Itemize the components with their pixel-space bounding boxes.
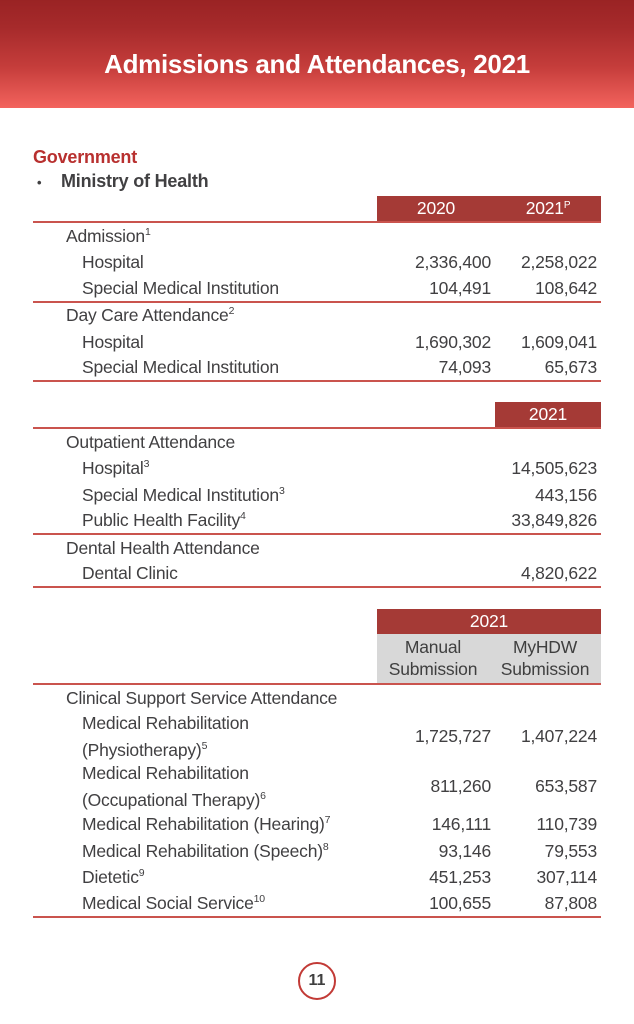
footnote-superscript: 3 bbox=[143, 458, 150, 471]
value-myhdw: 110,739 bbox=[536, 814, 597, 835]
value-myhdw: 87,808 bbox=[544, 892, 597, 913]
row-label: Medical Rehabilitation (Speech) bbox=[82, 840, 323, 861]
page-content bbox=[0, 146, 634, 1000]
table-row bbox=[33, 838, 601, 865]
value-manual: 811,260 bbox=[430, 776, 491, 796]
row-label: Hospital bbox=[82, 458, 144, 479]
value-2021: 1,609,041 bbox=[520, 331, 597, 352]
table-outpatient bbox=[33, 402, 601, 588]
value-manual: 100,655 bbox=[429, 892, 491, 913]
table-clinical-header bbox=[33, 609, 601, 685]
bullet-item bbox=[33, 168, 601, 196]
provisional-superscript: P bbox=[563, 200, 571, 211]
row-label: Public Health Facility bbox=[82, 510, 241, 531]
table-row bbox=[33, 535, 601, 562]
footnote-superscript: 4 bbox=[240, 510, 246, 523]
page-number: 11 bbox=[308, 971, 326, 989]
row-label-line2: (Physiotherapy) bbox=[82, 739, 202, 760]
column-header-2020: 2020 bbox=[416, 198, 456, 218]
header-spacer bbox=[33, 402, 495, 427]
table-row bbox=[33, 712, 601, 762]
table-row bbox=[33, 429, 601, 456]
row-label: Medical Rehabilitation (Hearing) bbox=[82, 814, 325, 835]
table-row bbox=[33, 509, 601, 536]
header-spacer bbox=[33, 196, 377, 221]
row-label: Clinical Support Service Attendance bbox=[66, 687, 338, 708]
row-label: Dietetic bbox=[82, 867, 139, 888]
footnote-superscript: 10 bbox=[253, 892, 265, 905]
table-row bbox=[33, 456, 601, 483]
header-spacer bbox=[33, 609, 377, 683]
row-label: Day Care Attendance bbox=[66, 305, 229, 326]
table-row bbox=[33, 223, 601, 250]
page-footer bbox=[33, 962, 601, 1000]
footnote-superscript: 6 bbox=[260, 789, 266, 802]
column-header-2021: 2021 bbox=[495, 402, 601, 427]
table-row bbox=[33, 865, 601, 892]
year-header-block bbox=[377, 196, 601, 221]
footnote-superscript: 9 bbox=[138, 867, 145, 880]
footnote-superscript: 1 bbox=[144, 225, 151, 238]
column-header-manual-submission: Manual Submission bbox=[388, 637, 478, 679]
row-label-line1: Medical Rehabilitation bbox=[82, 762, 249, 783]
value-myhdw: 79,553 bbox=[544, 840, 597, 861]
table-row bbox=[33, 482, 601, 509]
value-2021: 33,849,826 bbox=[511, 510, 597, 531]
table-row bbox=[33, 303, 601, 330]
footnote-superscript: 3 bbox=[278, 484, 285, 497]
row-label: Special Medical Institution bbox=[82, 277, 279, 298]
row-label: Special Medical Institution bbox=[82, 484, 279, 505]
row-label-line2: (Occupational Therapy) bbox=[82, 789, 261, 810]
value-2020: 1,690,302 bbox=[414, 331, 491, 352]
value-manual: 451,253 bbox=[429, 867, 491, 888]
value-2021: 108,642 bbox=[535, 277, 597, 298]
row-label: Dental Health Attendance bbox=[66, 537, 260, 558]
value-2021: 65,673 bbox=[544, 357, 597, 378]
bullet-icon: • bbox=[37, 175, 42, 190]
table-row bbox=[33, 891, 601, 918]
footnote-superscript: 2 bbox=[228, 305, 235, 318]
table-outpatient-header bbox=[33, 402, 601, 429]
table-admissions-header bbox=[33, 196, 601, 223]
value-myhdw: 653,587 bbox=[535, 776, 597, 796]
page-number-badge bbox=[298, 962, 336, 1000]
table-row bbox=[33, 356, 601, 383]
title-banner bbox=[0, 0, 634, 108]
footnote-superscript: 7 bbox=[324, 814, 331, 827]
row-label: Outpatient Attendance bbox=[66, 431, 235, 452]
value-manual: 93,146 bbox=[438, 840, 491, 861]
table-row bbox=[33, 329, 601, 356]
table-row bbox=[33, 762, 601, 812]
value-manual: 1,725,727 bbox=[414, 726, 491, 746]
row-label: Hospital bbox=[82, 331, 144, 352]
value-2021: 4,820,622 bbox=[520, 563, 597, 584]
row-label: Admission bbox=[66, 225, 145, 246]
table-row bbox=[33, 250, 601, 277]
value-manual: 146,111 bbox=[431, 814, 491, 835]
row-label: Medical Social Service bbox=[82, 892, 254, 913]
row-label-line1: Medical Rehabilitation bbox=[82, 712, 249, 733]
row-label: Hospital bbox=[82, 252, 144, 273]
column-header-2021: 2021 $^P$ bbox=[525, 198, 571, 218]
column-header-myhdw-submission: MyHDW Submission bbox=[500, 637, 590, 679]
table-row bbox=[33, 562, 601, 589]
row-label: Special Medical Institution bbox=[82, 357, 279, 378]
submission-subheaders bbox=[377, 634, 601, 683]
value-2021: 2,258,022 bbox=[520, 252, 597, 273]
value-2020: 104,491 bbox=[429, 277, 491, 298]
table-row bbox=[33, 812, 601, 839]
table-clinical-support bbox=[33, 609, 601, 918]
table-admissions bbox=[33, 196, 601, 382]
value-2020: 2,336,400 bbox=[414, 252, 491, 273]
value-myhdw: 1,407,224 bbox=[520, 726, 597, 746]
page-title: Admissions and Attendances, 2021 bbox=[104, 49, 530, 79]
bullet-item-label: Ministry of Health bbox=[61, 171, 209, 191]
value-2020: 74,093 bbox=[438, 357, 491, 378]
value-2021: 14,505,623 bbox=[511, 458, 597, 479]
value-myhdw: 307,114 bbox=[536, 867, 597, 888]
section-heading: Government bbox=[33, 147, 138, 167]
value-2021: 443,156 bbox=[535, 484, 597, 505]
table-row bbox=[33, 685, 601, 712]
year-header-2021: 2021 bbox=[377, 609, 601, 634]
footnote-superscript: 5 bbox=[201, 739, 208, 752]
footnote-superscript: 8 bbox=[322, 840, 329, 853]
row-label: Dental Clinic bbox=[82, 563, 178, 584]
table-row bbox=[33, 276, 601, 303]
